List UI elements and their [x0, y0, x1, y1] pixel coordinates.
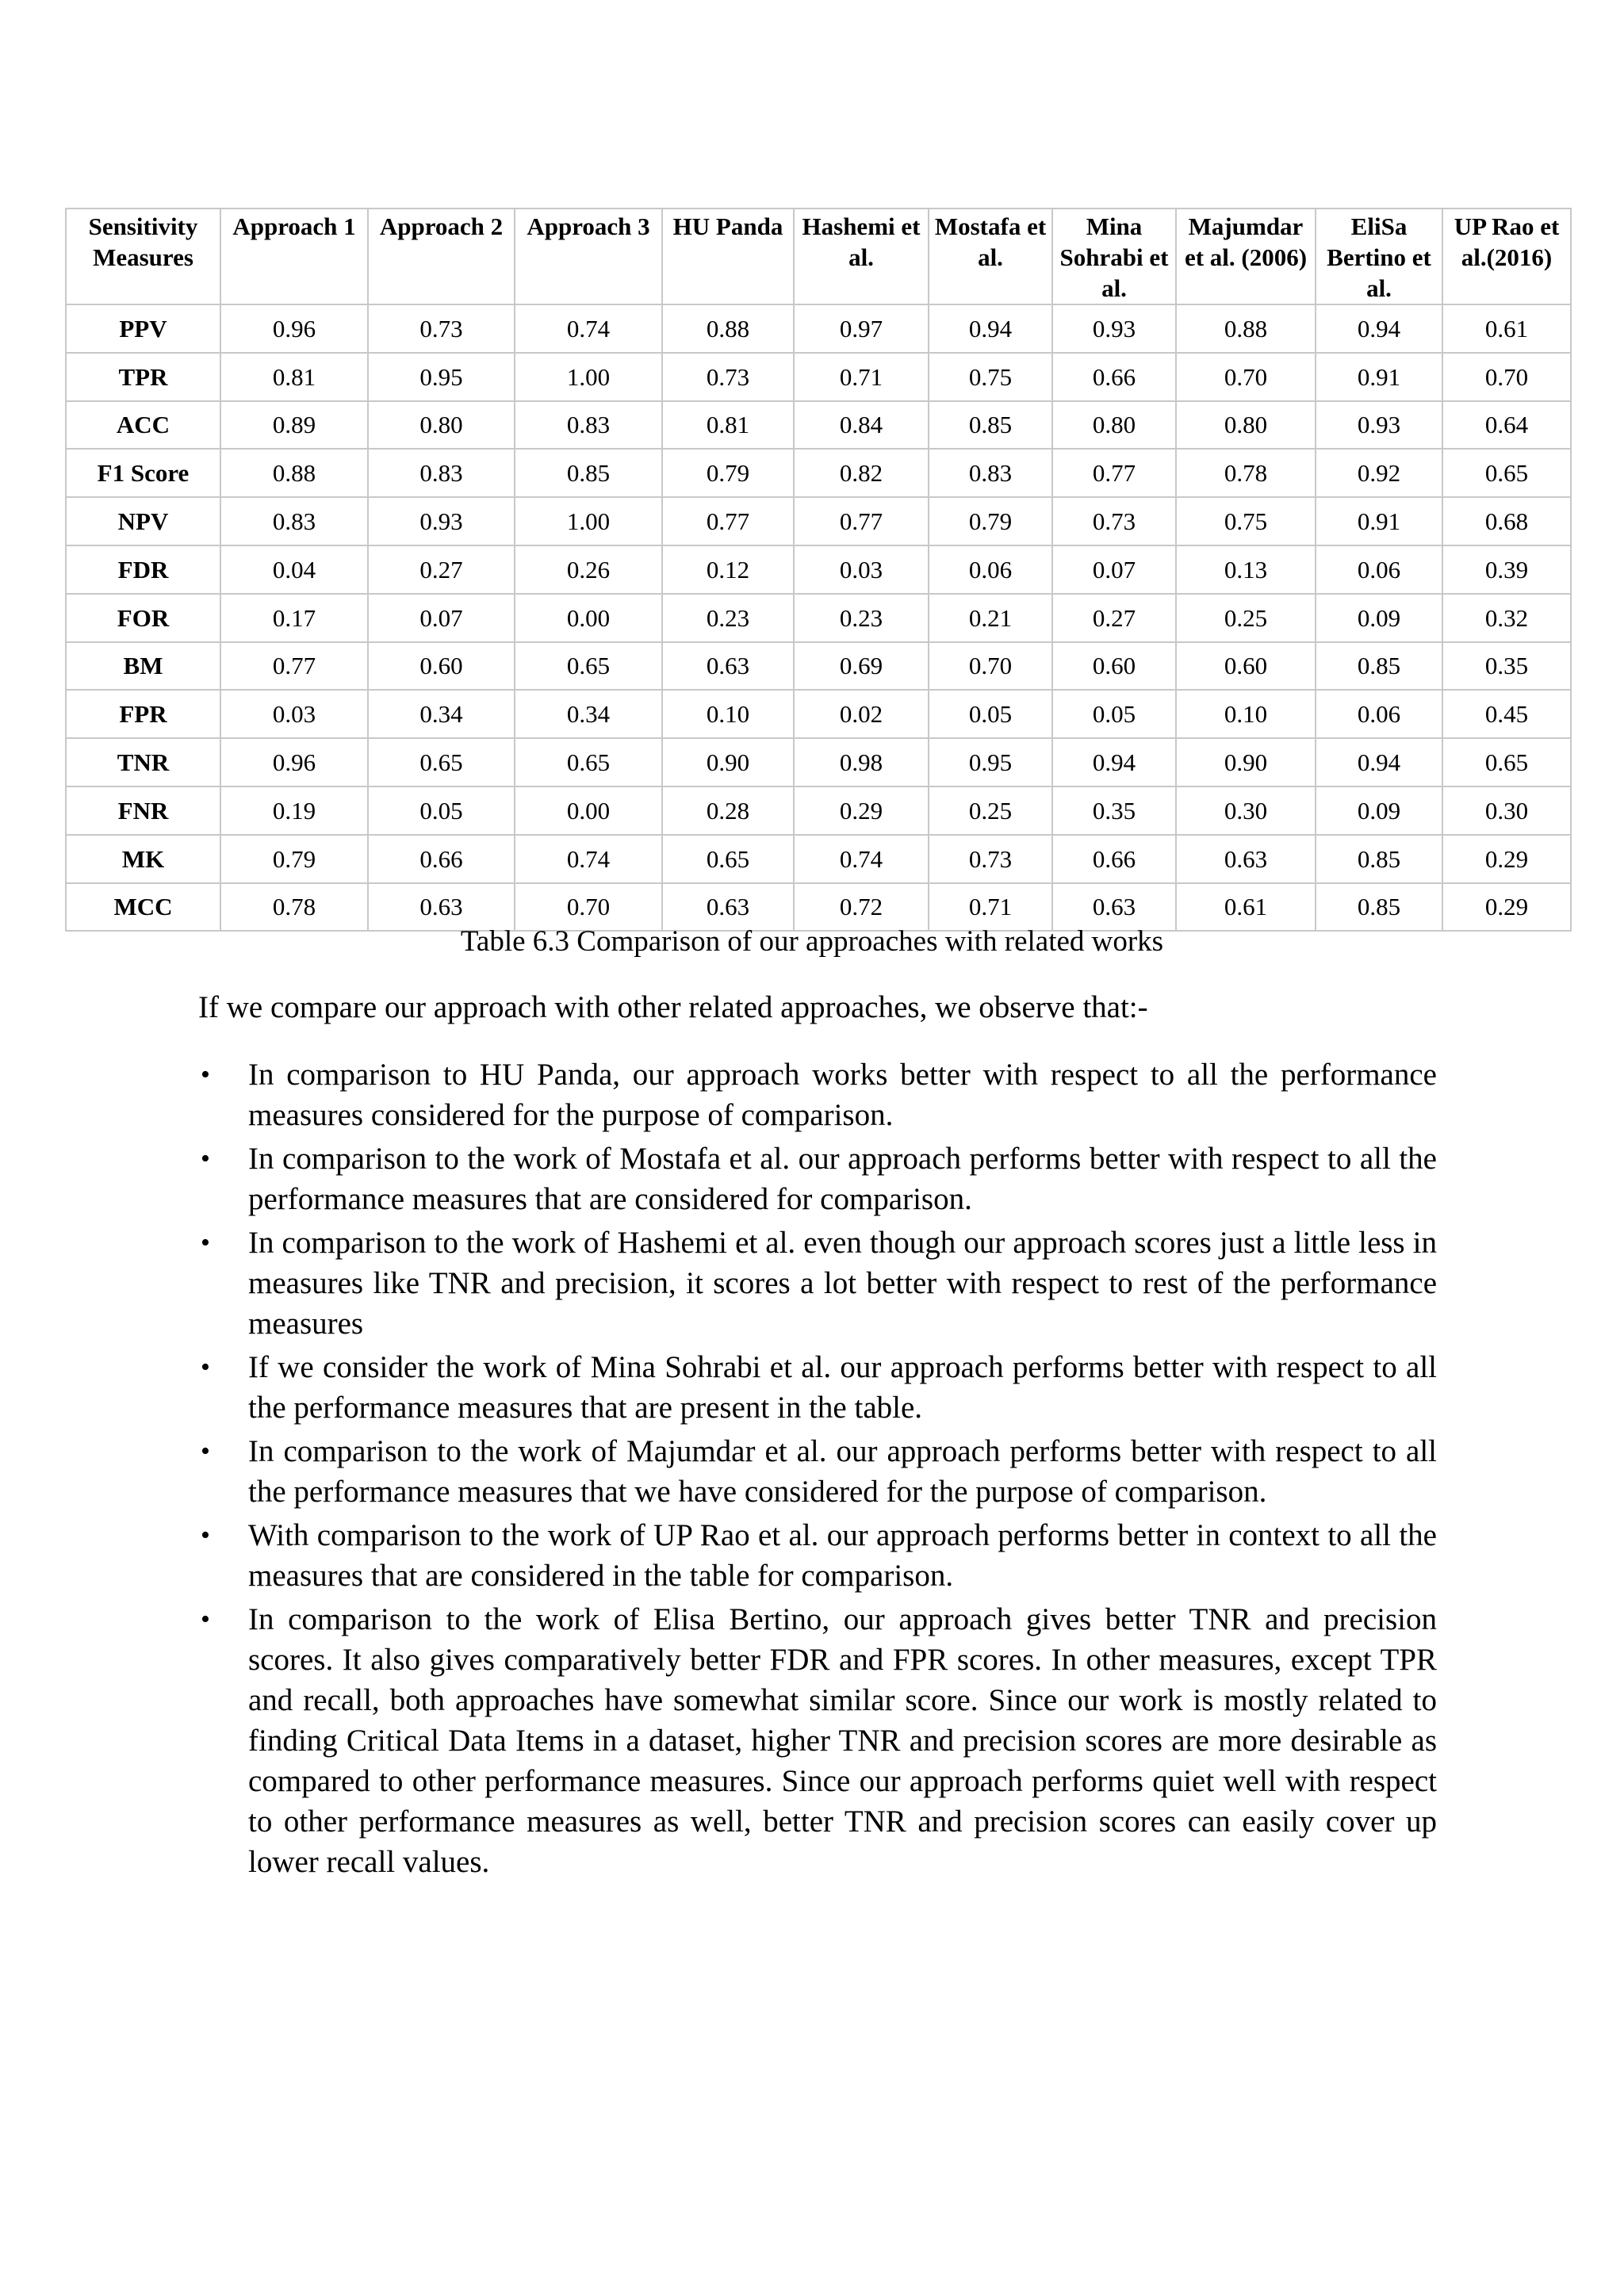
value-cell: 0.68: [1442, 497, 1571, 545]
value-cell: 0.63: [662, 642, 794, 691]
value-cell: 0.69: [794, 642, 929, 691]
value-cell: 0.79: [929, 497, 1052, 545]
value-cell: 0.91: [1316, 353, 1442, 401]
value-cell: 0.13: [1176, 545, 1316, 594]
value-cell: 0.77: [794, 497, 929, 545]
value-cell: 0.63: [662, 883, 794, 932]
value-cell: 0.23: [794, 594, 929, 642]
value-cell: 0.70: [515, 883, 662, 932]
value-cell: 0.25: [929, 786, 1052, 835]
table-row: [66, 353, 1571, 401]
value-cell: 0.26: [515, 545, 662, 594]
row-label-cell: ACC: [66, 401, 220, 450]
value-cell: 0.85: [1316, 642, 1442, 691]
value-cell: 0.81: [662, 401, 794, 450]
value-cell: 0.80: [1052, 401, 1176, 450]
value-cell: 0.60: [1052, 642, 1176, 691]
value-cell: 0.94: [1052, 738, 1176, 786]
list-item: • In comparison to the work of Elisa Bertino, our approach gives better TNR and precision scores. It also gives comparatively better FDR and FPR scores. In other measures, except TPR and recall, both approaches have somewhat similar score. Since our work is mostly related to finding Critical Data Items in a dataset, higher TNR and precision scores are more desirable as compared to other performance measures. Since our approach performs quiet well with respect to other performance measures as well, better TNR and precision scores can easily cover up lower recall values.: [198, 1599, 1437, 1882]
list-item: • In comparison to HU Panda, our approach works better with respect to all the performance measures considered for the purpose of comparison.: [198, 1054, 1437, 1135]
row-label-cell: TNR: [66, 738, 220, 786]
value-cell: 0.74: [515, 304, 662, 353]
row-label-cell: FOR: [66, 594, 220, 642]
row-label-cell: NPV: [66, 497, 220, 545]
value-cell: 0.70: [1176, 353, 1316, 401]
value-cell: 0.75: [929, 353, 1052, 401]
value-cell: 0.63: [1176, 835, 1316, 883]
value-cell: 0.60: [368, 642, 515, 691]
value-cell: 0.78: [220, 883, 368, 932]
value-cell: 0.39: [1442, 545, 1571, 594]
value-cell: 0.77: [662, 497, 794, 545]
value-cell: 0.73: [929, 835, 1052, 883]
value-cell: 0.34: [368, 690, 515, 738]
value-cell: 0.90: [662, 738, 794, 786]
value-cell: 0.83: [368, 449, 515, 497]
value-cell: 0.60: [1176, 642, 1316, 691]
value-cell: 0.72: [794, 883, 929, 932]
value-cell: 0.85: [1316, 835, 1442, 883]
table-header-row: [66, 209, 1571, 304]
row-label-cell: PPV: [66, 304, 220, 353]
value-cell: 0.73: [1052, 497, 1176, 545]
header-cell: Approach 3: [515, 209, 662, 304]
value-cell: 0.61: [1176, 883, 1316, 932]
header-cell: Sensitivity Measures: [66, 209, 220, 304]
value-cell: 0.65: [515, 642, 662, 691]
value-cell: 0.77: [220, 642, 368, 691]
value-cell: 0.75: [1176, 497, 1316, 545]
value-cell: 0.32: [1442, 594, 1571, 642]
header-cell: Majumdar et al. (2006): [1176, 209, 1316, 304]
value-cell: 0.03: [220, 690, 368, 738]
value-cell: 0.66: [1052, 353, 1176, 401]
row-label-cell: FNR: [66, 786, 220, 835]
value-cell: 0.19: [220, 786, 368, 835]
value-cell: 0.94: [929, 304, 1052, 353]
value-cell: 0.92: [1316, 449, 1442, 497]
header-cell: Approach 1: [220, 209, 368, 304]
value-cell: 0.05: [1052, 690, 1176, 738]
table-row: [66, 642, 1571, 691]
value-cell: 0.71: [929, 883, 1052, 932]
value-cell: 0.05: [929, 690, 1052, 738]
value-cell: 0.78: [1176, 449, 1316, 497]
row-label-cell: FPR: [66, 690, 220, 738]
value-cell: 0.29: [1442, 835, 1571, 883]
value-cell: 0.27: [1052, 594, 1176, 642]
value-cell: 0.93: [368, 497, 515, 545]
value-cell: 0.83: [220, 497, 368, 545]
value-cell: 0.65: [515, 738, 662, 786]
table-row: [66, 497, 1571, 545]
value-cell: 0.23: [662, 594, 794, 642]
value-cell: 0.61: [1442, 304, 1571, 353]
value-cell: 0.28: [662, 786, 794, 835]
value-cell: 0.95: [929, 738, 1052, 786]
observation-list: [198, 1054, 1437, 1885]
value-cell: 0.93: [1316, 401, 1442, 450]
value-cell: 0.30: [1176, 786, 1316, 835]
value-cell: 0.74: [794, 835, 929, 883]
value-cell: 0.09: [1316, 594, 1442, 642]
value-cell: 0.66: [1052, 835, 1176, 883]
value-cell: 0.64: [1442, 401, 1571, 450]
value-cell: 0.88: [1176, 304, 1316, 353]
value-cell: 0.02: [794, 690, 929, 738]
value-cell: 0.34: [515, 690, 662, 738]
value-cell: 0.85: [1316, 883, 1442, 932]
value-cell: 0.70: [1442, 353, 1571, 401]
value-cell: 0.10: [662, 690, 794, 738]
value-cell: 0.71: [794, 353, 929, 401]
value-cell: 0.35: [1052, 786, 1176, 835]
value-cell: 0.90: [1176, 738, 1316, 786]
header-cell: Mina Sohrabi et al.: [1052, 209, 1176, 304]
value-cell: 0.63: [368, 883, 515, 932]
value-cell: 0.77: [1052, 449, 1176, 497]
row-label-cell: FDR: [66, 545, 220, 594]
value-cell: 0.09: [1316, 786, 1442, 835]
header-cell: HU Panda: [662, 209, 794, 304]
value-cell: 0.95: [368, 353, 515, 401]
table-row: [66, 545, 1571, 594]
list-item: • In comparison to the work of Mostafa et al. our approach performs better with respect to all the performance measures that are considered for comparison.: [198, 1138, 1437, 1219]
table-row: [66, 738, 1571, 786]
table-row: [66, 835, 1571, 883]
table-row: [66, 786, 1571, 835]
value-cell: 0.73: [368, 304, 515, 353]
header-cell: UP Rao et al.(2016): [1442, 209, 1571, 304]
intro-paragraph: If we compare our approach with other related approaches, we observe that:-: [198, 990, 1148, 1024]
value-cell: 0.91: [1316, 497, 1442, 545]
value-cell: 0.73: [662, 353, 794, 401]
value-cell: 0.80: [1176, 401, 1316, 450]
header-cell: EliSa Bertino et al.: [1316, 209, 1442, 304]
header-cell: Mostafa et al.: [929, 209, 1052, 304]
value-cell: 0.94: [1316, 304, 1442, 353]
value-cell: 0.06: [929, 545, 1052, 594]
value-cell: 0.00: [515, 786, 662, 835]
value-cell: 0.30: [1442, 786, 1571, 835]
row-label-cell: TPR: [66, 353, 220, 401]
value-cell: 1.00: [515, 353, 662, 401]
value-cell: 0.07: [368, 594, 515, 642]
value-cell: 0.88: [662, 304, 794, 353]
value-cell: 0.96: [220, 738, 368, 786]
value-cell: 0.06: [1316, 545, 1442, 594]
value-cell: 0.45: [1442, 690, 1571, 738]
value-cell: 0.96: [220, 304, 368, 353]
value-cell: 0.97: [794, 304, 929, 353]
value-cell: 0.79: [220, 835, 368, 883]
list-item: • With comparison to the work of UP Rao et al. our approach performs better in context to all the measures that are considered in the table for comparison.: [198, 1515, 1437, 1596]
value-cell: 0.85: [929, 401, 1052, 450]
table-row: [66, 401, 1571, 450]
value-cell: 0.80: [368, 401, 515, 450]
value-cell: 0.83: [515, 401, 662, 450]
value-cell: 0.04: [220, 545, 368, 594]
value-cell: 0.63: [1052, 883, 1176, 932]
table-row: [66, 690, 1571, 738]
value-cell: 0.17: [220, 594, 368, 642]
value-cell: 0.10: [1176, 690, 1316, 738]
value-cell: 0.65: [368, 738, 515, 786]
list-item: • In comparison to the work of Majumdar et al. our approach performs better with respect to all the performance measures that we have considered for the purpose of comparison.: [198, 1431, 1437, 1512]
value-cell: 0.98: [794, 738, 929, 786]
list-item: • If we consider the work of Mina Sohrabi et al. our approach performs better with respect to all the performance measures that are present in the table.: [198, 1347, 1437, 1428]
value-cell: 0.65: [1442, 449, 1571, 497]
value-cell: 0.94: [1316, 738, 1442, 786]
list-item: • In comparison to the work of Hashemi et al. even though our approach scores just a little less in measures like TNR and precision, it scores a lot better with respect to rest of the performance measures: [198, 1223, 1437, 1344]
value-cell: 0.00: [515, 594, 662, 642]
row-label-cell: F1 Score: [66, 449, 220, 497]
value-cell: 0.29: [794, 786, 929, 835]
value-cell: 0.27: [368, 545, 515, 594]
comparison-table: [65, 208, 1572, 932]
header-cell: Approach 2: [368, 209, 515, 304]
value-cell: 0.03: [794, 545, 929, 594]
value-cell: 0.85: [515, 449, 662, 497]
value-cell: 0.29: [1442, 883, 1571, 932]
value-cell: 0.82: [794, 449, 929, 497]
value-cell: 0.93: [1052, 304, 1176, 353]
value-cell: 0.07: [1052, 545, 1176, 594]
table-caption: Table 6.3 Comparison of our approaches with related works: [460, 925, 1164, 958]
value-cell: 0.89: [220, 401, 368, 450]
row-label-cell: MCC: [66, 883, 220, 932]
value-cell: 0.66: [368, 835, 515, 883]
value-cell: 0.70: [929, 642, 1052, 691]
value-cell: 0.81: [220, 353, 368, 401]
value-cell: 0.06: [1316, 690, 1442, 738]
table-row: [66, 304, 1571, 353]
table-row: [66, 449, 1571, 497]
table-row: [66, 594, 1571, 642]
row-label-cell: BM: [66, 642, 220, 691]
value-cell: 0.65: [662, 835, 794, 883]
value-cell: 0.35: [1442, 642, 1571, 691]
value-cell: 0.05: [368, 786, 515, 835]
value-cell: 0.65: [1442, 738, 1571, 786]
value-cell: 0.25: [1176, 594, 1316, 642]
header-cell: Hashemi et al.: [794, 209, 929, 304]
value-cell: 0.12: [662, 545, 794, 594]
value-cell: 1.00: [515, 497, 662, 545]
value-cell: 0.74: [515, 835, 662, 883]
row-label-cell: MK: [66, 835, 220, 883]
value-cell: 0.84: [794, 401, 929, 450]
value-cell: 0.83: [929, 449, 1052, 497]
table-body: [66, 304, 1571, 931]
value-cell: 0.79: [662, 449, 794, 497]
value-cell: 0.21: [929, 594, 1052, 642]
value-cell: 0.88: [220, 449, 368, 497]
